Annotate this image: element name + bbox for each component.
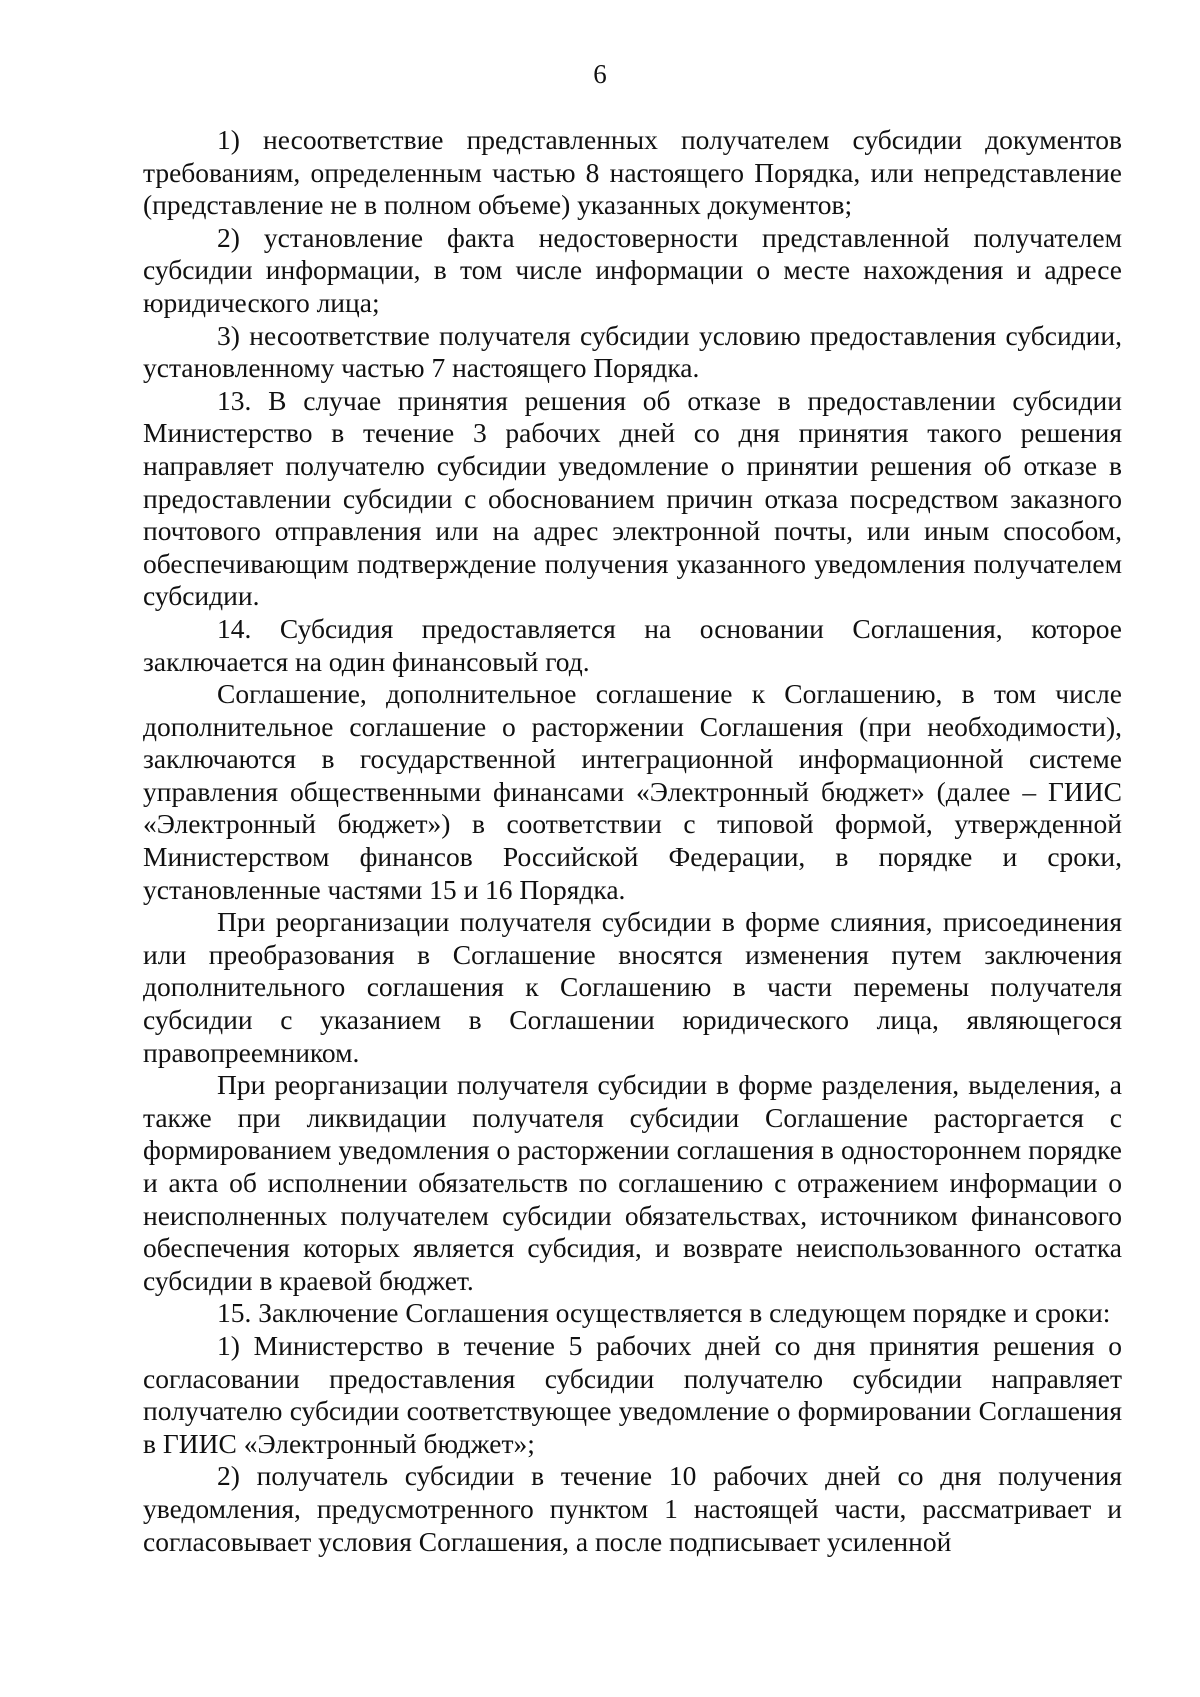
paragraph-item-3: 3) несоответствие получателя субсидии условию предоставления субсидии, установленному частью 7 настоящего Порядка. [143,319,1122,384]
paragraph-reorganization-division: При реорганизации получателя субсидии в форме разделения, выделения, а также при ликвидации получателя субсидии Соглашение расторгается с формированием уведомления о расторжении соглашения в одностороннем порядке и акта об исполнении обязательств по соглашению с отражением информации о неисполненных получателем субсидии обязательствах, источником финансового обеспечения которых является субсидия, и возврате неиспользованного остатка субсидии в краевой бюджет. [143,1069,1122,1296]
paragraph-item-2: 2) установление факта недостоверности представленной получателем субсидии информации, в том числе информации о месте нахождения и адресе юридического лица; [143,221,1122,318]
paragraph-clause-14: 14. Субсидия предоставляется на основании Соглашения, которое заключается на один финансовый год. [143,612,1122,677]
paragraph-clause-15-item-2: 2) получатель субсидии в течение 10 рабочих дней со дня получения уведомления, предусмотренного пунктом 1 настоящей части, рассматривает и согласовывает условия Соглашения, а после подписывает усиленной [143,1460,1122,1557]
paragraph-item-1: 1) несоответствие представленных получателем субсидии документов требованиям, определенным частью 8 настоящего Порядка, или непредставление (представление не в полном объеме) указанных документов; [143,124,1122,221]
document-body [143,124,1122,1558]
paragraph-clause-15: 15. Заключение Соглашения осуществляется в следующем порядке и сроки: [217,1297,1111,1329]
paragraph-reorganization-merger: При реорганизации получателя субсидии в форме слияния, присоединения или преобразования в Соглашение вносятся изменения путем заключения дополнительного соглашения к Соглашению в части перемены получателя субсидии с указанием в Соглашении юридического лица, являющегося правопреемником. [143,906,1122,1068]
paragraph-clause-15-item-1: 1) Министерство в течение 5 рабочих дней со дня принятия решения о согласовании предоставления субсидии получателю субсидии направляет получателю субсидии соответствующее уведомление о формировании Соглашения в ГИИС «Электронный бюджет»; [143,1329,1122,1459]
paragraph-clause-13: 13. В случае принятия решения об отказе в предоставлении субсидии Министерство в течение 3 рабочих дней со дня принятия такого решения направляет получателю субсидии уведомление о принятии решения об отказе в предоставлении субсидии с обоснованием причин отказа посредством заказного почтового отправления или на адрес электронной почты, или иным способом, обеспечивающим подтверждение получения указанного уведомления получателем субсидии. [143,384,1122,612]
page-number: 6 [593,59,607,89]
paragraph-agreement-giis: Соглашение, дополнительное соглашение к Соглашению, в том числе дополнительное соглашение о расторжении Соглашения (при необходимости), заключаются в государственной интеграционной информационной системе управления общественными финансами «Электронный бюджет» (далее – ГИИС «Электронный бюджет») в соответствии с типовой формой, утвержденной Министерством финансов Российской Федерации, в порядке и сроки, установленные частями 15 и 16 Порядка. [143,678,1122,905]
